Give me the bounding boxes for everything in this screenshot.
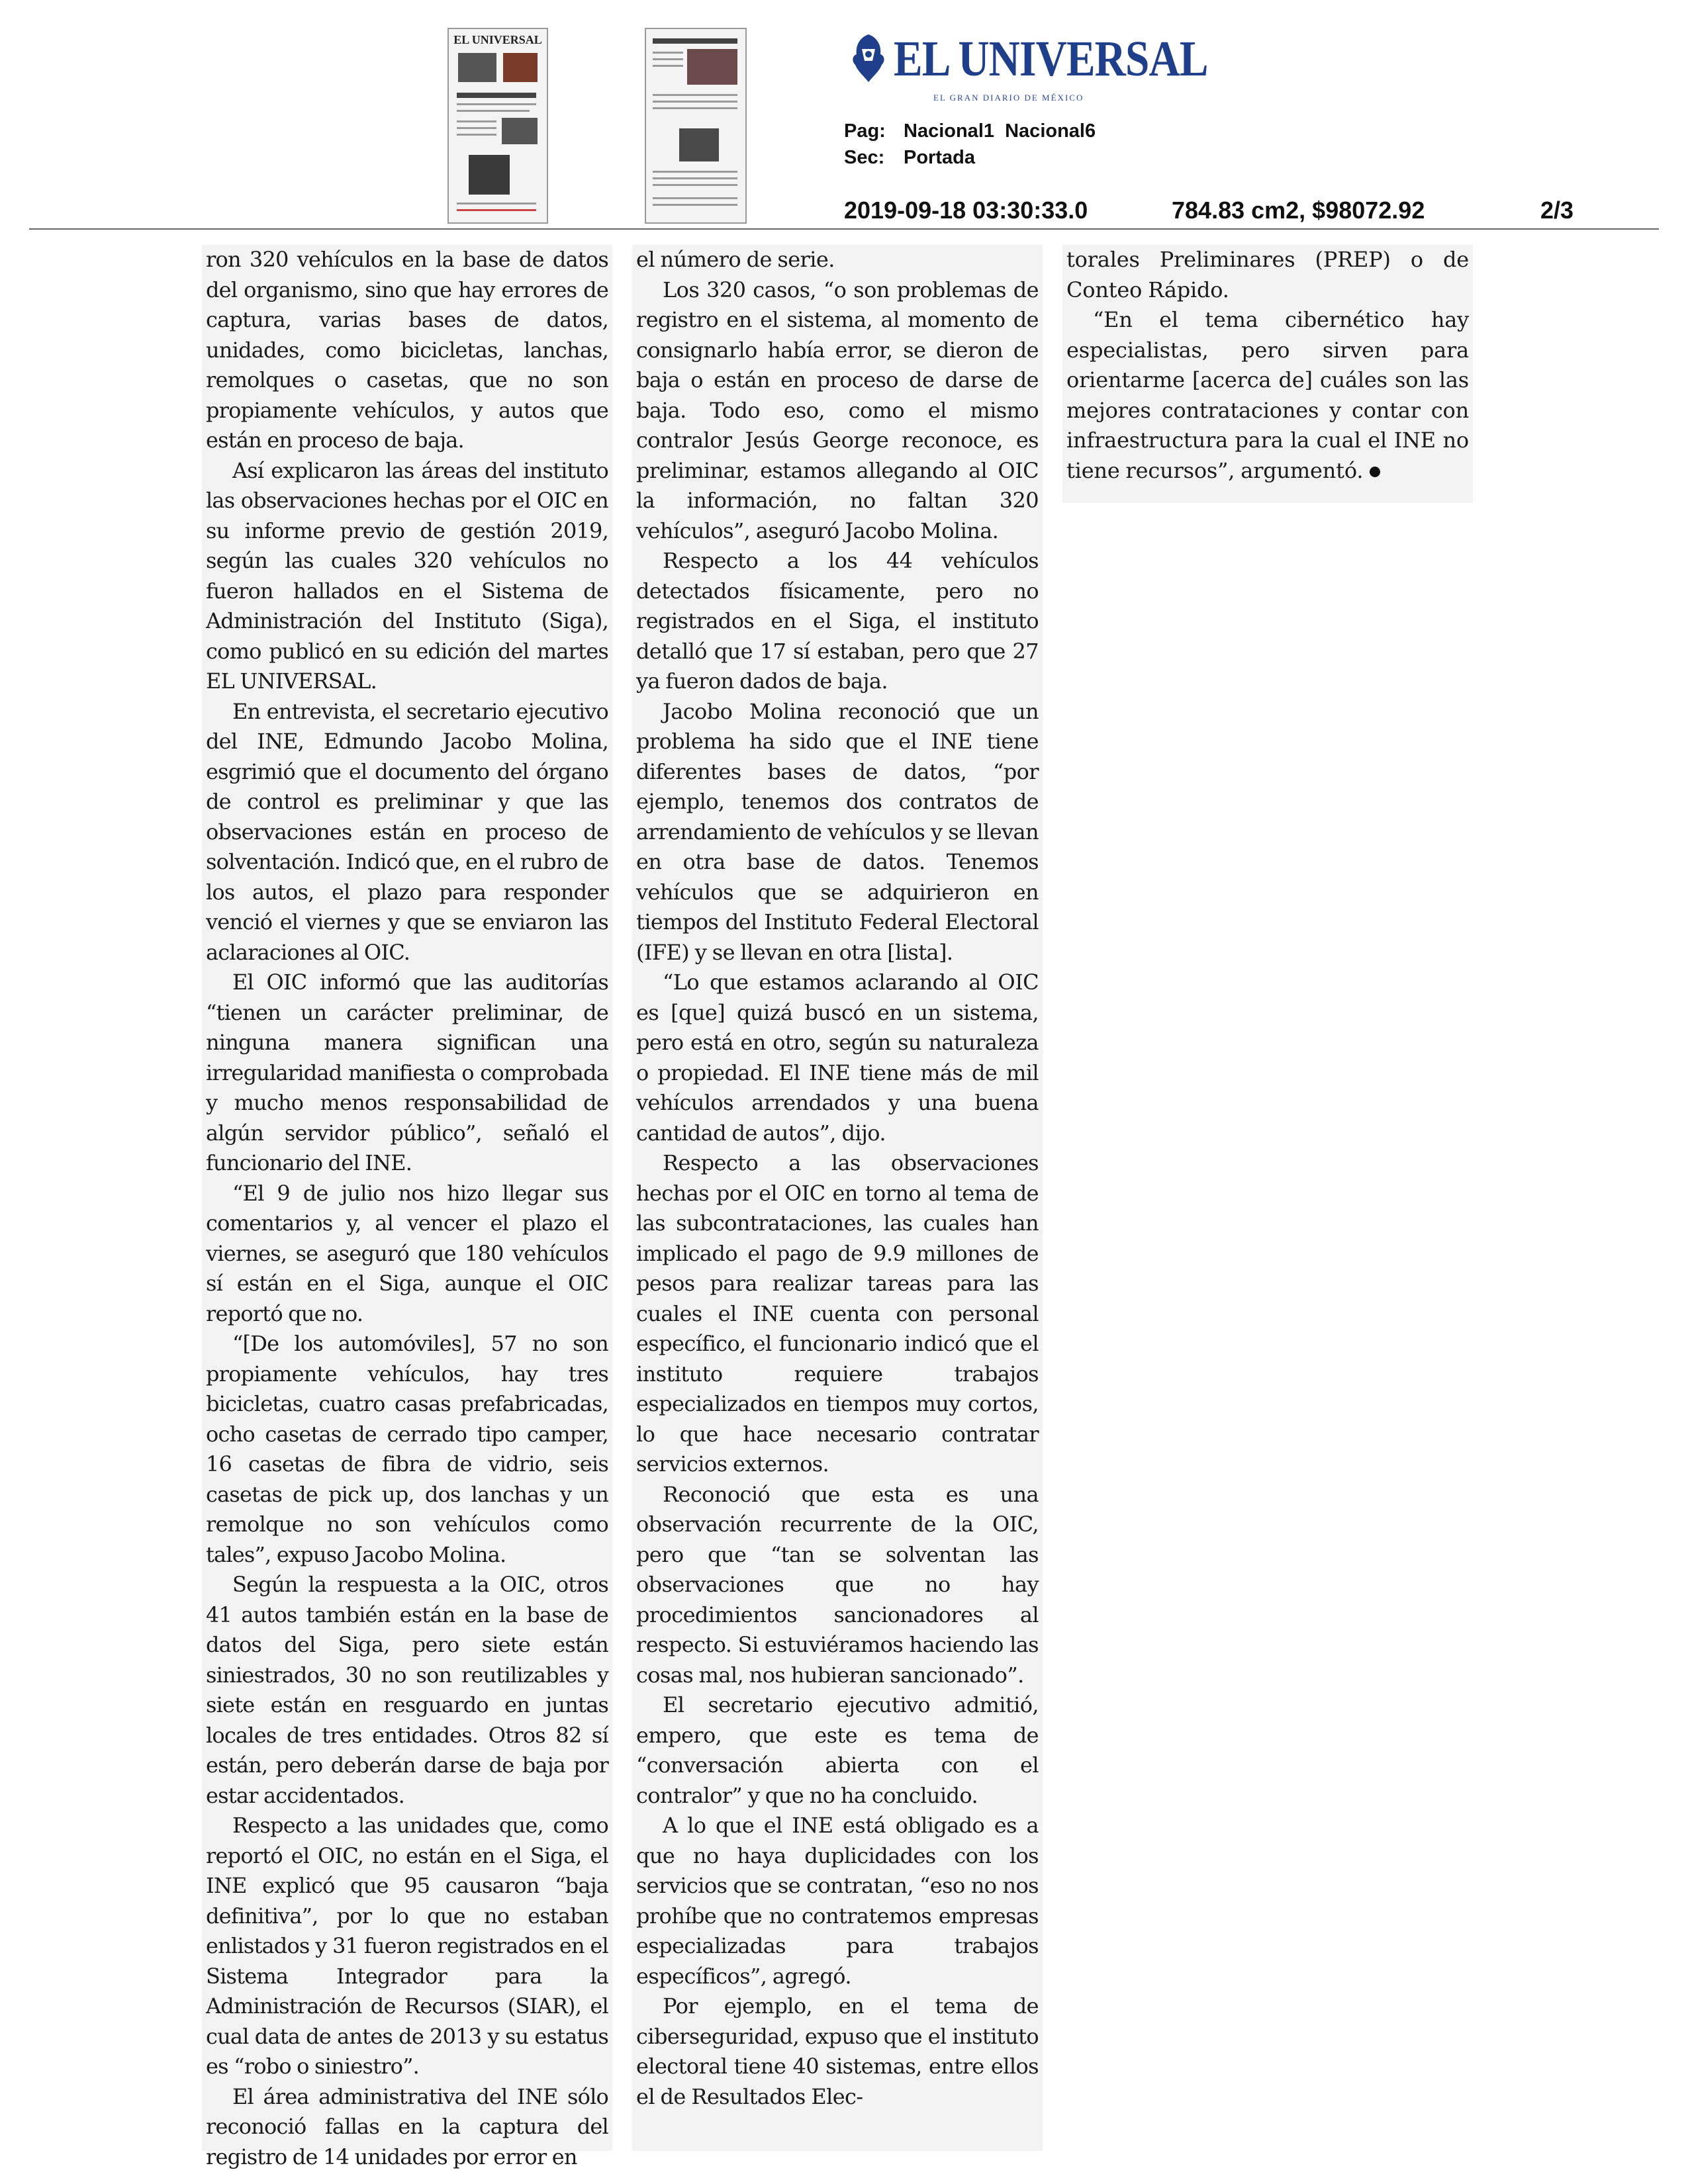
paragraph: A lo que el INE está obligado es a que no haya duplicidades con los servicios que se contratan, “eso no nos prohíbe que no contratemos empresas especializadas para trabajos específicos”, agregó. [636, 1813, 1039, 1989]
paragraph [1062, 305, 1473, 486]
sec-value: Portada [904, 147, 975, 168]
section-reference [844, 147, 975, 169]
page-reference [844, 120, 1096, 142]
paragraph: torales Preliminares (PREP) o de Conteo Rápido. [1066, 247, 1469, 302]
paragraph: ron 320 vehículos en la base de datos del organismo, sino que hay errores de captura, varias bases de datos, unidades, como bicicletas, lanchas, remolques o casetas, que no son propiamente vehículos, y autos que están en proceso de baja. [206, 247, 608, 453]
paragraph: Reconoció que esta es una observación recurrente de la OIC, pero que “tan se solventan las observaciones que no hay procedimientos sancionadores al respecto. Si estuviéramos haciendo las cosas mal, nos hubieran sancionado”. [636, 1481, 1039, 1688]
article-column-3 [1062, 245, 1473, 503]
paragraph: Los 320 casos, “o son problemas de registro en el sistema, al momento de consignarlo había error, se dieron de baja o están en proceso de darse de baja. Todo eso, como el mismo contralor Jesús George reconoce, es preliminar, estamos allegando al OIC la información, no faltan 320 vehículos”, aseguró Jacobo Molina. [636, 277, 1039, 543]
sec-label: Sec: [844, 147, 885, 168]
paragraph: Respecto a las observaciones hechas por el OIC en torno al tema de las subcontrataciones, las cuales han implicado el pago de 9.9 millones de pesos para realizar tareas para las cuales el INE cuenta con personal específico, el funcionario indicó que el instituto requiere trabajos especializados en tiempos muy cortos, lo que hace necesario contratar servicios externos. [636, 1150, 1039, 1477]
paragraph: “Lo que estamos aclarando al OIC es [que] quizá buscó en un sistema, pero está en otro, según su naturaleza o propiedad. El INE tiene más de mil vehículos arrendados y una buena cantidad de autos”, dijo. [636, 970, 1039, 1146]
clipping-page-count: 2/3 [1540, 197, 1574, 224]
pag-label: Pag: [844, 120, 886, 142]
paragraph: Respecto a los 44 vehículos detectados físicamente, pero no registrados en el Siga, el instituto detalló que 17 sí estaban, pero que 27 ya fueron dados de baja. [636, 548, 1039, 694]
thumbnail-photo [502, 118, 538, 144]
logo-tagline: EL GRAN DIARIO DE MÉXICO [933, 93, 1084, 103]
paragraph: el número de serie. [636, 247, 835, 272]
final-paragraph-text: “En el tema cibernético hay especialistas, pero sirven para orientarme [acerca de] cuáles son las mejores contrataciones y contar con infraestructura para la cual el INE no tiene recursos”, argumentó. [1066, 307, 1469, 483]
thumbnail-photo [469, 155, 510, 195]
paragraph: “El 9 de julio nos hizo llegar sus comentarios y, al vencer el plazo el viernes, se aseguró que 180 vehículos sí están en el Siga, aunque el OIC reportó que no. [206, 1180, 608, 1326]
thumbnail-masthead: EL UNIVERSAL [453, 33, 542, 46]
end-of-article-dot-icon [1370, 467, 1380, 477]
paragraph: El área administrativa del INE sólo reconoció fallas en la captura del registro de 14 unidades por error en [206, 2083, 608, 2169]
thumbnail-photo [503, 53, 538, 82]
paragraph: En entrevista, el secretario ejecutivo del INE, Edmundo Jacobo Molina, esgrimió que el documento del órgano de control es preliminar y que las observaciones están en proceso de solventación. Indicó que, en el rubro de los autos, el plazo para responder venció el viernes y que se enviaron las aclaraciones al OIC. [206, 698, 608, 965]
front-page-thumbnail [447, 28, 548, 224]
paragraph: Respecto a las unidades que, como reportó el OIC, no están en el Siga, el INE explicó que 95 causaron “baja definitiva”, por lo que no estaban enlistados y 31 fueron registrados en el Sistema Integrador para la Administración de Recursos (SIAR), el cual data de antes de 2013 y su estatus es “robo o siniestro”. [206, 1813, 608, 2079]
logo-title: EL UNIVERSAL [894, 31, 1208, 87]
article-column-2 [632, 245, 1043, 2151]
header-divider [29, 228, 1659, 230]
paragraph: Jacobo Molina reconoció que un problema ha sido que el INE tiene diferentes bases de datos, “por ejemplo, tenemos dos contratos de arrendamiento de vehículos y se llevan en otra base de datos. Tenemos vehículos que se adquirieron en tiempos del Instituto Federal Electoral (IFE) y se llevan en otra [lista]. [636, 698, 1039, 965]
clipping-size-value: 784.83 cm2, $98072.92 [1172, 197, 1425, 224]
paragraph: El OIC informó que las auditorías “tienen un carácter preliminar, de ninguna manera significan una irregularidad manifiesta o comprobada y mucho menos responsabilidad de algún servidor público”, señaló el funcionario del INE. [206, 970, 608, 1175]
thumbnail-photo [679, 128, 719, 161]
paragraph: “[De los automóviles], 57 no son propiamente vehículos, hay tres bicicletas, cuatro casas prefabricadas, ocho casetas de cerrado tipo camper, 16 casetas de fibra de vidrio, seis casetas de pick up, dos lanchas y un remolque no son vehículos como tales”, expuso Jacobo Molina. [206, 1331, 608, 1567]
article-column-1 [202, 245, 612, 2169]
newspaper-logo [841, 26, 1208, 106]
interior-page-thumbnail [645, 28, 747, 224]
clipping-datetime: 2019-09-18 03:30:33.0 [844, 197, 1088, 224]
thumbnail-photo [687, 49, 737, 85]
thumbnail-photo [458, 53, 496, 82]
paragraph: Según la respuesta a la OIC, otros 41 autos también están en la base de datos del Siga, pero siete están siniestrados, 30 no son reutilizables y siete están en resguardo en juntas locales de tres entidades. Otros 82 sí están, pero deberán darse de baja por estar accidentados. [206, 1572, 608, 1808]
pag-value: Nacional1 Nacional6 [904, 120, 1096, 142]
paragraph: Así explicaron las áreas del instituto las observaciones hechas por el OIC en su informe previo de gestión 2019, según las cuales 320 vehículos no fueron hallados en el Sistema de Administración del Instituto (Siga), como publicó en su edición del martes EL UNIVERSAL. [206, 457, 608, 694]
paragraph: El secretario ejecutivo admitió, empero, que este es tema de “conversación abierta con el contralor” y que no ha concluido. [636, 1692, 1039, 1808]
paragraph: Por ejemplo, en el tema de ciberseguridad, expuso que el instituto electoral tiene 40 sistemas, entre ellos el de Resultados Elec- [636, 1993, 1039, 2109]
eagle-emblem-icon [849, 32, 888, 85]
